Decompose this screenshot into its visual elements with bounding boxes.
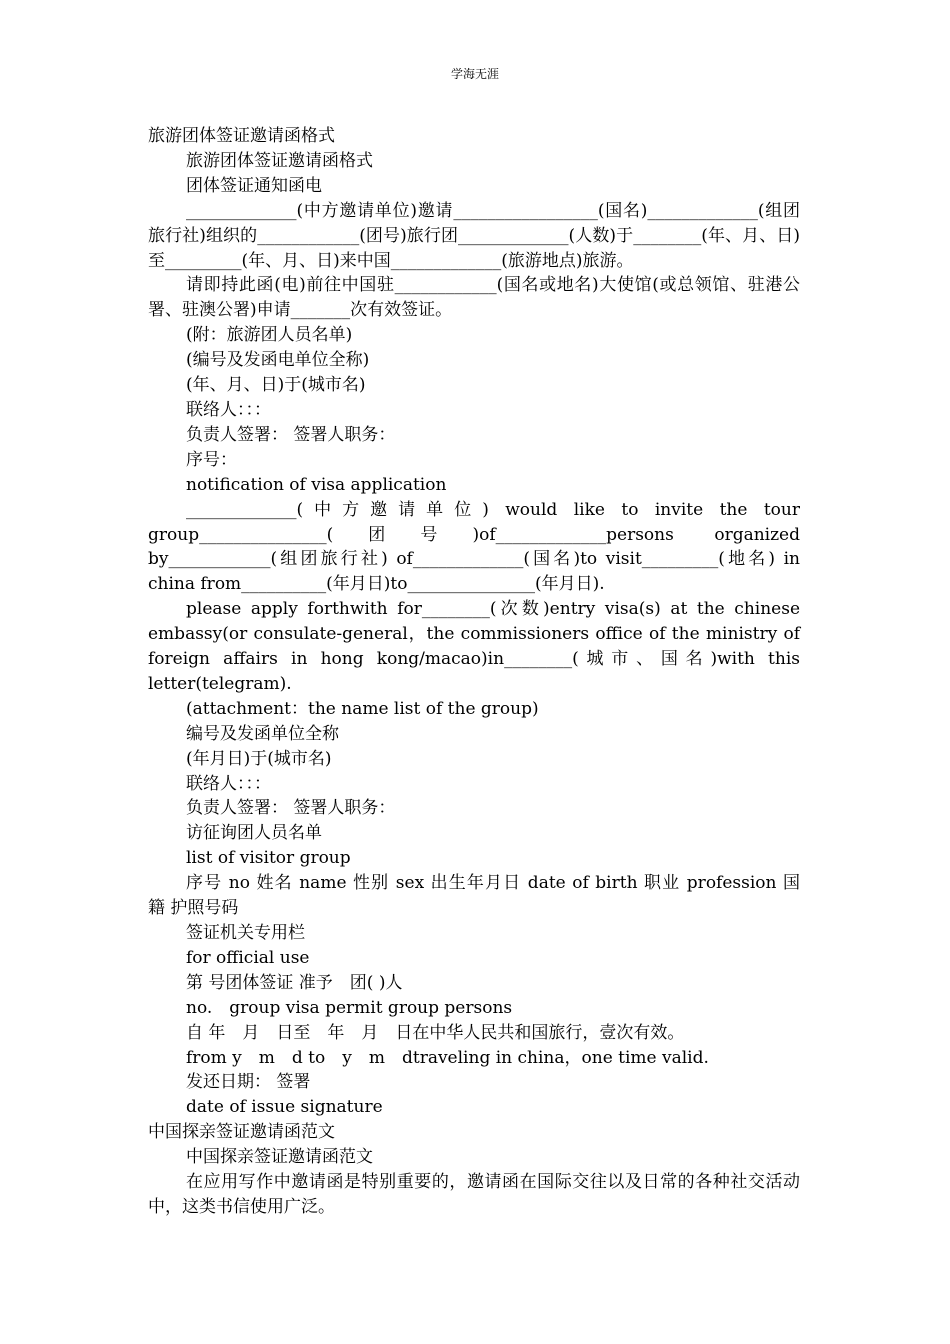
paragraph: _____________(中方邀请单位) would like to invite the tour group_______________(团号)of_____________persons organized by____________(组团旅行社) of_____________(国名)to visit_________(地名) in china from__________(年月日)to_______________(年月日).: [148, 499, 800, 595]
paragraph: 联络人：：：: [186, 773, 271, 794]
paragraph: 在应用写作中邀请函是特别重要的，邀请函在国际交往以及日常的各种社交活动中，这类书信使用广泛。: [148, 1172, 800, 1217]
paragraph: 负责人签署： 签署人职务：: [186, 424, 396, 445]
paragraph: 请即持此函(电)前往中国驻____________(国名或地名)大使馆(或总领馆、驻港公署、驻澳公署)申请_______次有效签证。: [148, 275, 800, 321]
paragraph: 序号 no 姓名 name 性别 sex 出生年月日 date of birth 职业 profession 国 籍 护照号码: [148, 873, 817, 919]
paragraph: 序号：: [186, 449, 237, 470]
paragraph: list of visitor group: [186, 848, 351, 869]
paragraph: 第 号团体签证 准予 团( )人: [186, 972, 403, 993]
paragraph: (编号及发函电单位全称): [186, 350, 370, 371]
paragraph: 联络人：：：: [186, 399, 271, 420]
paragraph: 负责人签署： 签署人职务：: [186, 798, 396, 819]
paragraph: no. group visa permit group persons: [186, 997, 513, 1018]
paragraph: 访征询团人员名单: [186, 823, 322, 844]
paragraph: (附：旅游团人员名单): [186, 325, 353, 346]
paragraph: 签证机关专用栏: [186, 923, 305, 943]
paragraph: 编号及发函单位全称: [186, 723, 339, 744]
paragraph: notification of visa application: [186, 474, 447, 495]
section-title: 中国探亲签证邀请函范文: [148, 1122, 335, 1143]
paragraph: 自 年 月 日至 年 月 日在中华人民共和国旅行，壹次有效。: [186, 1022, 685, 1043]
paragraph: 团体签证通知函电: [186, 175, 322, 196]
paragraph: 旅游团体签证邀请函格式: [186, 150, 373, 171]
paragraph: date of issue signature: [186, 1097, 383, 1118]
document-body: [148, 124, 817, 1220]
page-header: 学海无涯: [450, 67, 499, 81]
paragraph: for official use: [186, 947, 310, 968]
paragraph: please apply forthwith for________(次数)entry visa(s) at the chinese embassy(or consulate-general，the commissioners office of the ministry of foreign affairs in hong kong/macao)in________(城市、国名)with this letter(telegram).: [148, 599, 800, 694]
paragraph: 中国探亲签证邀请函范文: [186, 1147, 373, 1168]
paragraph: (年月日)于(城市名): [186, 748, 332, 769]
paragraph: from y m d to y m dtraveling in china，one time valid.: [186, 1047, 709, 1068]
paragraph: (年、月、日)于(城市名): [186, 375, 366, 396]
section-title: 旅游团体签证邀请函格式: [148, 126, 335, 146]
paragraph: 发还日期： 签署: [186, 1072, 311, 1093]
paragraph: _____________(中方邀请单位)邀请_________________(国名)_____________(组团旅行社)组织的____________(团号)旅行团_____________(人数)于________(年、月、日)至_________(年、月、日)来中国_____________(旅游地点)旅游。: [148, 200, 800, 271]
paragraph: (attachment：the name list of the group): [186, 698, 539, 719]
